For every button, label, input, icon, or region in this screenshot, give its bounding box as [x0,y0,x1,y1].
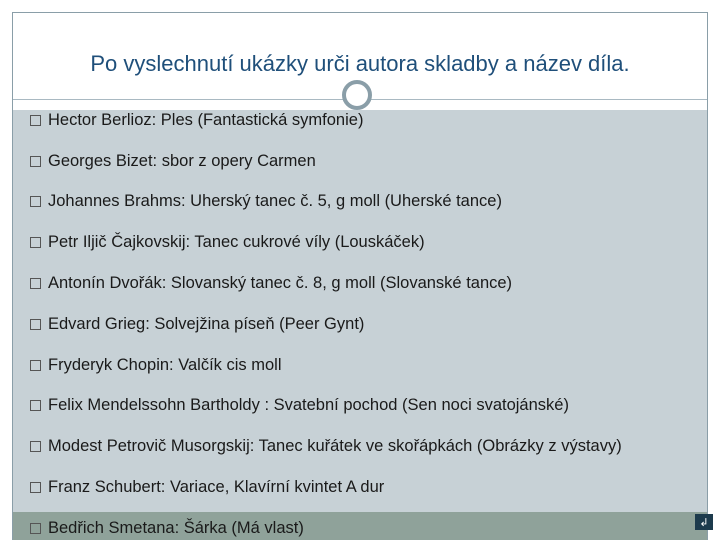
checkbox-bullet-icon [30,156,41,167]
list-item [30,182,710,223]
list-item-text: Felix Mendelssohn Bartholdy : Svatební pochod (Sen noci svatojánské) [48,396,569,415]
list-item [30,141,710,182]
checkbox-bullet-icon [30,482,41,493]
list-item-text: Antonín Dvořák: Slovanský tanec č. 8, g moll (Slovanské tance) [48,274,513,293]
checkbox-bullet-icon [30,400,41,411]
list-item-text: Modest Petrovič Musorgskij: Tanec kuřátek ve skořápkách (Obrázky z výstavy) [48,437,622,456]
checkbox-bullet-icon [30,441,41,452]
list-item [30,263,710,304]
checkbox-bullet-icon [30,360,41,371]
slide-title: Po vyslechnutí ukázky urči autora skladby a název díla. [90,51,630,76]
list-item-text: Bedřich Smetana: Šárka (Má vlast) [48,518,304,537]
checkbox-bullet-icon [30,237,41,248]
list-item [30,100,710,141]
checkbox-bullet-icon [30,319,41,330]
list-item-text: Johannes Brahms: Uherský tanec č. 5, g moll (Uherské tance) [48,192,502,211]
list-item [30,426,710,467]
checkbox-bullet-icon [30,523,41,534]
composer-list [30,100,710,549]
list-item-text: Fryderyk Chopin: Valčík cis moll [48,355,282,374]
return-arrow-icon[interactable]: ↲ [695,514,713,530]
list-item [30,222,710,263]
list-item [30,386,710,427]
list-item [30,345,710,386]
list-item [30,467,710,508]
list-item-text: Franz Schubert: Variace, Klavírní kvintet A dur [48,478,385,497]
list-item-text: Edvard Grieg: Solvejžina píseň (Peer Gynt) [48,314,365,333]
list-item-text: Hector Berlioz: Ples (Fantastická symfonie) [48,110,364,129]
checkbox-bullet-icon [30,278,41,289]
list-item [30,304,710,345]
list-item-text: Georges Bizet: sbor z opery Carmen [48,151,316,170]
checkbox-bullet-icon [30,196,41,207]
checkbox-bullet-icon [30,115,41,126]
list-item [30,508,710,549]
list-item-text: Petr Iljič Čajkovskij: Tanec cukrové víly (Louskáček) [48,233,425,252]
